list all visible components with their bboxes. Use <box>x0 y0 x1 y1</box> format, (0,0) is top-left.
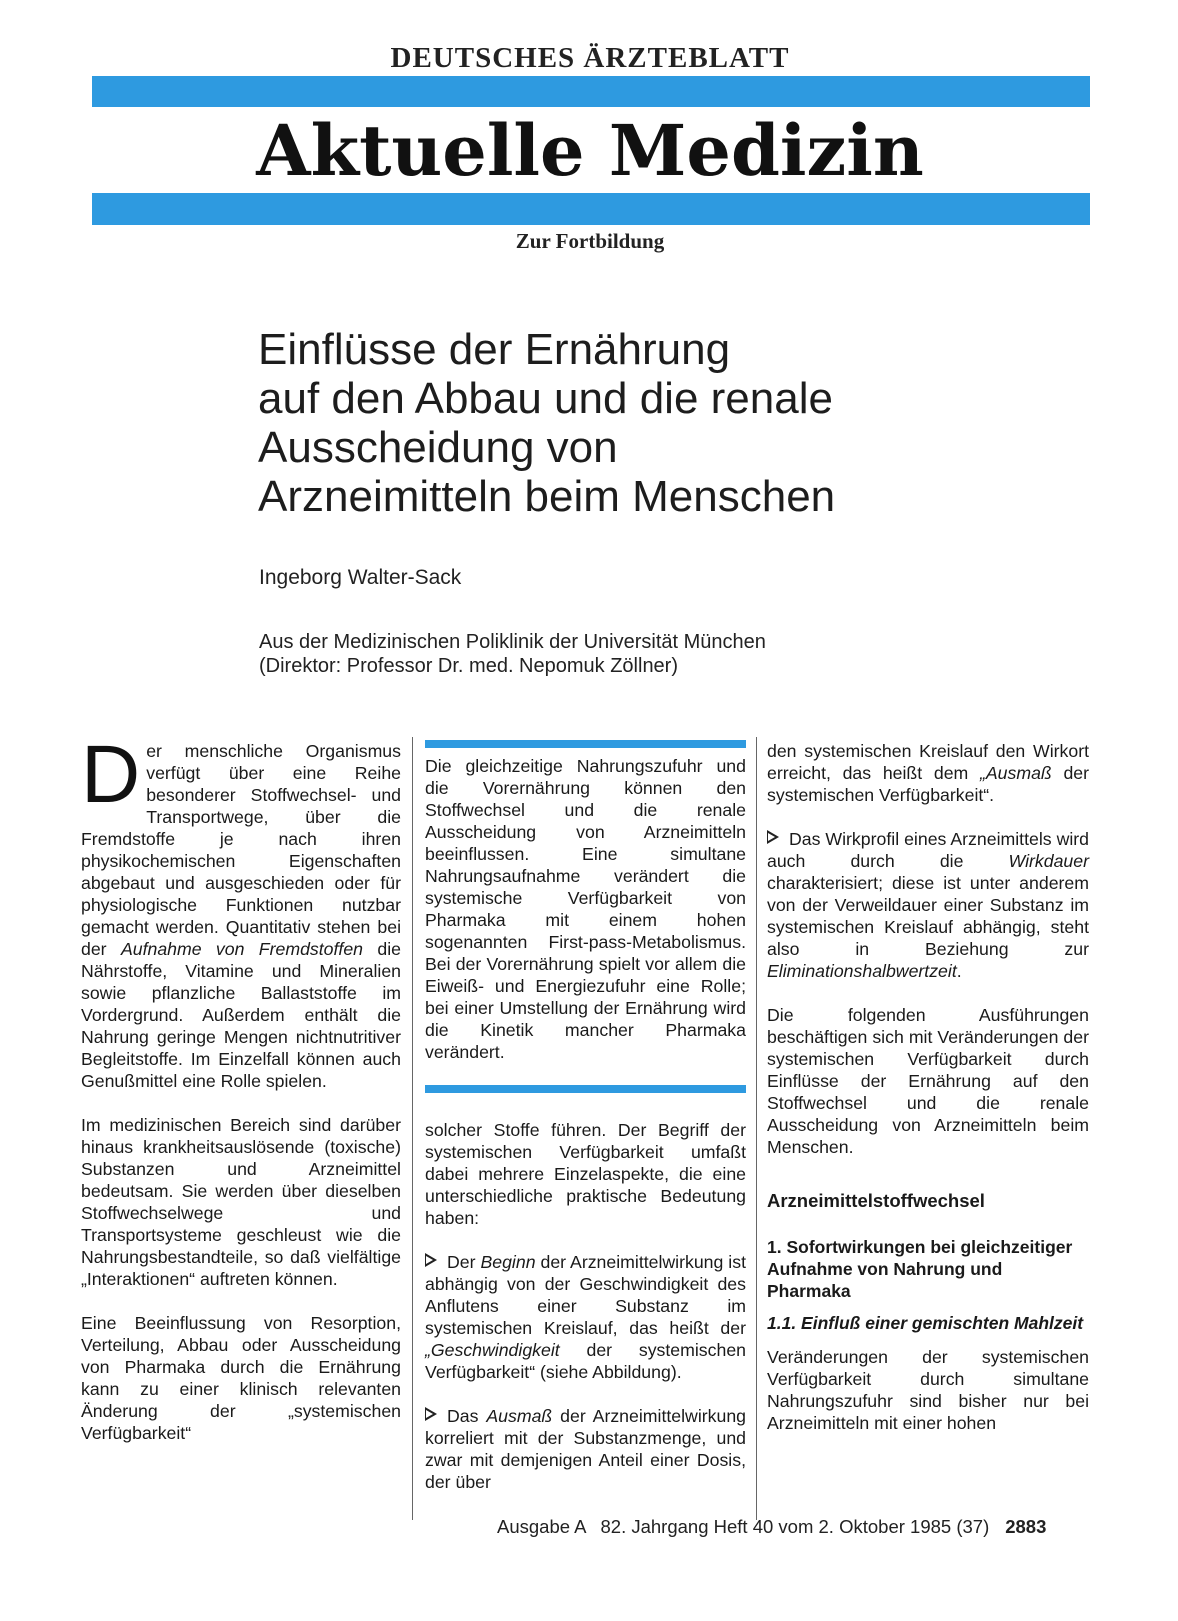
paragraph: Die folgenden Ausführungen beschäftigen sich mit Veränderungen der systemischen Verfügbarkeit durch Einflüsse der Ernährung auf den Stoffwechsel und die renale Ausscheidung von Arzneimitteln beim Menschen. <box>767 1005 1089 1157</box>
emphasis: „Geschwindigkeit <box>425 1340 560 1360</box>
page-number: 2883 <box>1005 1516 1047 1537</box>
text-run: charakterisiert; diese ist unter anderem von der Verweildauer einer Substanz im systemischen Kreislauf abhängig, steht also in Beziehung zur <box>767 873 1089 959</box>
text-run: er menschliche Organismus verfügt über eine Reihe besonderer Stoffwechsel- und Transportwege, über die Fremdstoffe je nach ihren physikochemischen Eigenschaften abgebaut und ausgeschieden oder für physiologische Funktionen nutzbar gemacht werden. Quantitativ stehen bei der <box>81 741 401 959</box>
volume-info: 82. Jahrgang Heft 40 vom 2. Oktober 1985 (37) <box>600 1516 990 1537</box>
section-heading: Arzneimittelstoffwechsel <box>767 1190 985 1211</box>
paragraph: Eine Beeinflussung von Resorption, Verteilung, Abbau oder Ausscheidung von Pharmaka durch die Ernährung kann zu einer klinisch relevanten Änderung der „systemischen Verfügbarkeit“ <box>81 1313 401 1443</box>
emphasis: Beginn <box>480 1252 536 1272</box>
bottom-color-band <box>92 193 1090 225</box>
affiliation-line: (Direktor: Professor Dr. med. Nepomuk Zöllner) <box>259 655 679 677</box>
article-title-line: Einflüsse der Ernährung <box>258 325 731 374</box>
edition-label: Ausgabe A <box>497 1516 587 1537</box>
emphasis: Eliminationshalbwertzeit <box>767 961 957 981</box>
text-run: der Arzneimittelwirkung korreliert mit der Substanzmenge, und zwar mit demjenigen Anteil einer Dosis, der über <box>425 1406 746 1492</box>
paragraph: solcher Stoffe führen. Der Begriff der systemischen Verfügbarkeit umfaßt dabei mehrere Einzelaspekte, die eine unterschiedliche praktische Bedeutung haben: <box>425 1120 746 1228</box>
emphasis: Ausmaß <box>486 1406 553 1426</box>
article-title-line: Arzneimitteln beim Menschen <box>258 472 836 521</box>
affiliation <box>259 630 766 678</box>
affiliation-line: Aus der Medizinischen Poliklinik der Universität München <box>259 631 766 653</box>
emphasis: „Ausmaß <box>979 763 1052 783</box>
column-divider <box>756 737 757 1520</box>
triangle-bullet-icon <box>767 830 779 844</box>
paragraph <box>767 740 1089 806</box>
paragraph <box>767 828 1089 982</box>
paragraph: Veränderungen der systemischen Verfügbarkeit durch simultane Nahrungszufuhr sind bisher nur bei Arzneimitteln mit einer hohen <box>767 1347 1089 1433</box>
text-column-2 <box>425 740 746 1515</box>
text-column-1 <box>81 729 401 1466</box>
paragraph <box>425 1251 746 1383</box>
summary-box-bottom-rule <box>425 1085 746 1093</box>
text-run: Das <box>447 1406 487 1426</box>
article-title <box>258 325 1018 521</box>
paragraph <box>425 1405 746 1493</box>
paragraph <box>81 729 401 1092</box>
column-divider <box>412 737 413 1520</box>
text-run: der systemischen Verfügbarkeit“ (siehe Abbildung). <box>425 1340 746 1382</box>
emphasis: Wirkdauer <box>1008 851 1089 871</box>
text-run: Der <box>447 1252 481 1272</box>
author-name: Ingeborg Walter-Sack <box>259 566 462 589</box>
subsection-label: Zur Fortbildung <box>515 229 665 253</box>
emphasis: Aufnahme von Fremdstoffen <box>120 939 364 959</box>
text-run: die Nährstoffe, Vitamine und Mineralien sowie pflanzliche Ballaststoffe im Vordergrund. Außerdem enthält die Nahrung geringe Mengen nichtnutritiver Begleitstoffe. Im Einzelfall können auch Genußmittel eine Rolle spielen. <box>81 939 401 1091</box>
drop-cap: D <box>81 729 141 820</box>
text-run: . <box>956 961 962 981</box>
subsection-heading: 1. Sofortwirkungen bei gleichzeitiger Aufnahme von Nahrung und Pharmaka <box>767 1237 1073 1301</box>
article-title-line: auf den Abbau und die renale <box>258 374 833 423</box>
text-run: der systemischen Verfügbarkeit“. <box>767 763 1090 805</box>
journal-name: DEUTSCHES ÄRZTEBLATT <box>390 42 790 74</box>
article-title-line: Ausscheidung von <box>258 423 618 472</box>
text-run: der Arzneimittelwirkung ist abhängig von der Geschwindigkeit des Anflutens einer Substanz im systemischen Kreislauf, das heißt der <box>425 1252 746 1338</box>
top-color-band <box>92 76 1090 107</box>
section-title: Aktuelle Medizin <box>256 109 924 192</box>
subsubsection-heading: 1.1. Einfluß einer gemischten Mahlzeit <box>767 1313 1084 1333</box>
text-run: den systemischen Kreislauf den Wirkort erreicht, das heißt dem <box>767 741 1089 783</box>
page-footer <box>497 1516 1046 1538</box>
paragraph: Im medizinischen Bereich sind darüber hinaus krankheitsauslösende (toxische) Substanzen und Arzneimittel bedeutsam. Sie werden über dieselben Stoffwechselwege und Transportsysteme geschleust wie die Nahrungsbestandteile, so daß vielfältige „Interaktionen“ auftreten können. <box>81 1115 401 1289</box>
text-column-3 <box>767 740 1089 1456</box>
triangle-bullet-icon <box>425 1407 437 1421</box>
text-run: Das Wirkprofil eines Arzneimittels wird auch durch die <box>767 829 1089 871</box>
triangle-bullet-icon <box>425 1253 437 1267</box>
summary-box-text: Die gleichzeitige Nahrungszufuhr und die Vorernährung können den Stoffwechsel und die renale Ausscheidung von Arzneimitteln beeinflussen. Eine simultane Nahrungsaufnahme verändert die systemische Verfügbarkeit von Pharmaka mit einem hohen sogenannten First-pass-Metabolismus. Bei der Vorernährung spielt vor allem die Eiweiß- und Energiezufuhr eine Rolle; bei einer Umstellung der Ernährung wird die Kinetik mancher Pharmaka verändert. <box>425 756 746 1062</box>
summary-box-top-rule <box>425 740 746 748</box>
